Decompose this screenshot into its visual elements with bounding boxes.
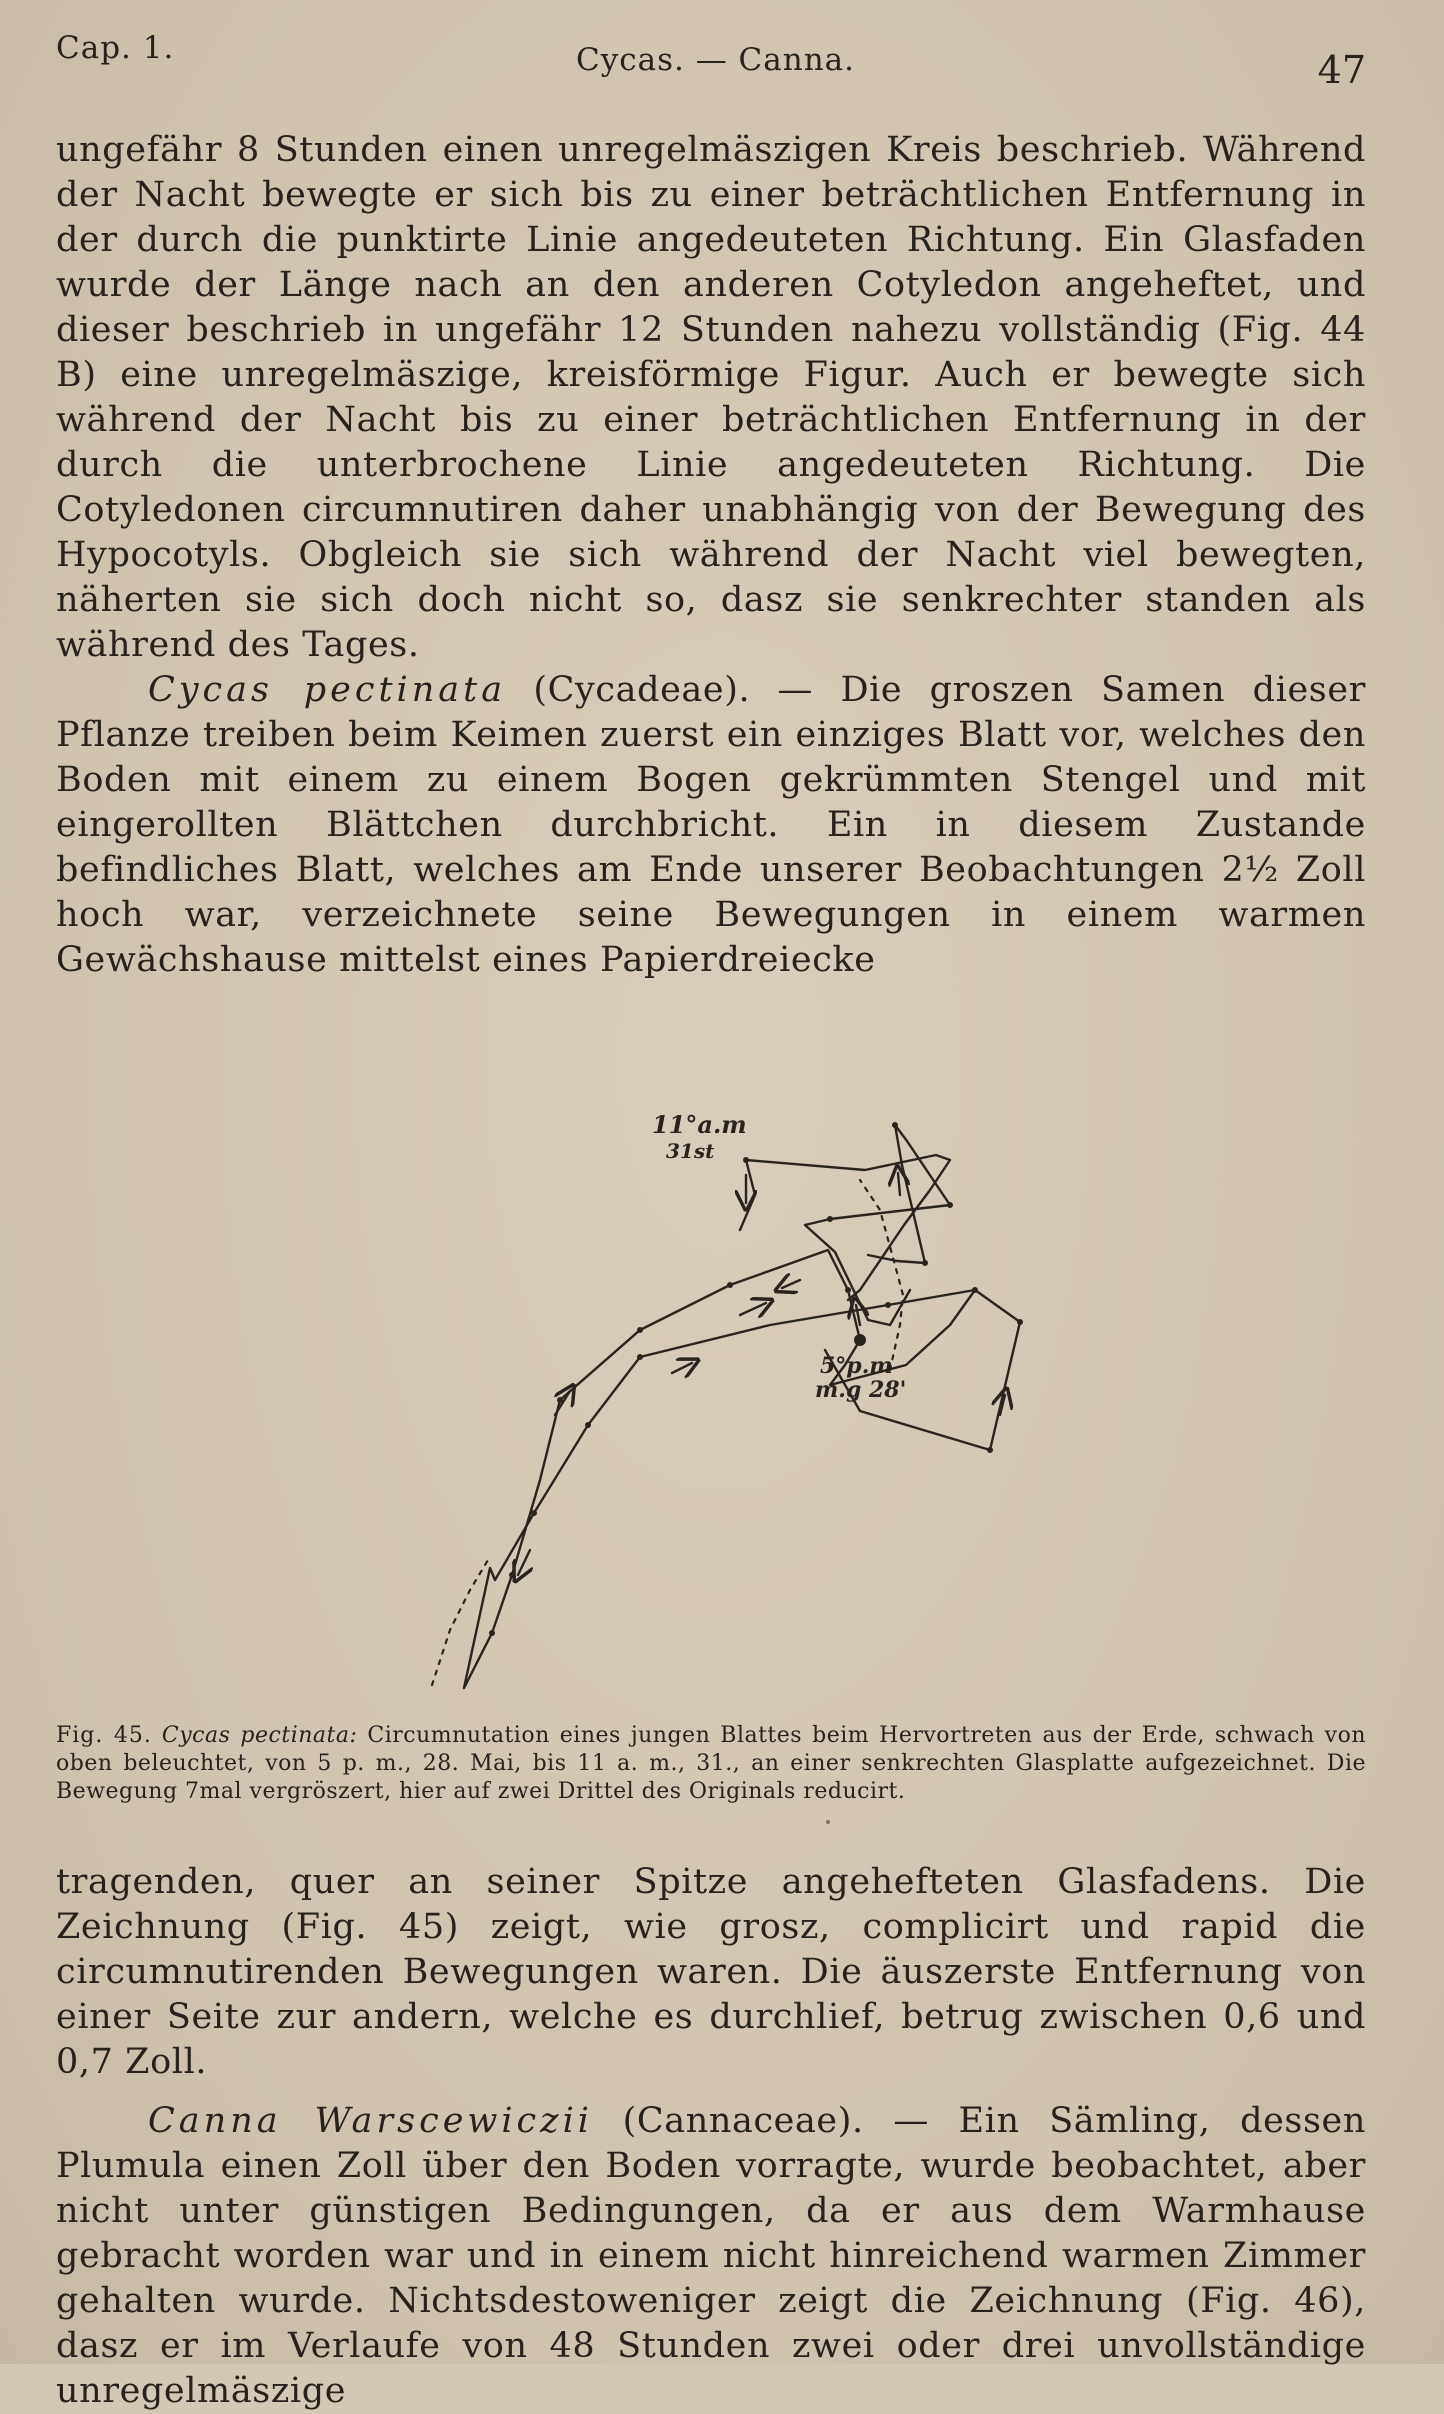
paragraph-cycas-text: (Cycadeae). — Die groszen Samen dieser Pflanze treiben beim Keimen zuerst ein einziges Blatt vor, welches den Boden mit einem zu einem Bogen gekrümmten Stengel und mit eingerollten Blättchen durchbricht. Ein in diesem Zustande befindliches Blatt, welches am Ende unserer Beobachtungen 2½ Zoll hoch war, verzeichnete seine Bewegungen in einem warmen Gewächshause mittelst eines Papierdreiecke [56, 670, 1366, 980]
paragraph-cycas [56, 668, 1366, 983]
dotted-night-path-2 [432, 1560, 488, 1685]
running-header [56, 30, 1366, 90]
page-number: 47 [1317, 48, 1366, 92]
species-name-canna: Canna Warscewiczii [148, 2101, 593, 2141]
species-name-cycas: Cycas pectinata [148, 670, 507, 710]
caption-species: Cycas pectinata: [161, 1723, 358, 1748]
dotted-night-path-1 [860, 1180, 903, 1370]
paragraph-continuation: ungefähr 8 Stunden einen unregelmäszigen Kreis beschrieb. Während der Nacht bewegte er sich bis zu einer beträchtlichen Entfernung in der durch die punktirte Linie angedeuteten Richtung. Ein Glasfaden wurde der Länge nach an den anderen Cotyledon angeheftet, und dieser beschrieb in ungefähr 12 Stunden nahezu vollständig (Fig. 44 B) eine unregelmäszige, kreisförmige Figur. Auch er bewegte sich während der Nacht bis zu einer beträchtlichen Entfernung in der durch die unterbrochene Linie angedeuteten Richtung. Die Cotyledonen circumnutiren daher unabhängig von der Bewegung des Hypocotyls. Obgleich sie sich während der Nacht viel bewegten, näherten sie sich doch nicht so, dasz sie senkrechter standen als während des Tages. [56, 130, 1366, 665]
paragraph-continuation-2: tragenden, quer an seiner Spitze angehefteten Glasfadens. Die Zeichnung (Fig. 45) zeigt, wie grosz, complicirt und rapid die circumnutirenden Bewegungen waren. Die äuszerste Entfernung von einer Seite zur andern, welche es durchlief, betrug zwischen 0,6 und 0,7 Zoll. [56, 1862, 1366, 2082]
figure-45-drawing [300, 965, 1120, 1705]
trace-segment-top [740, 1155, 950, 1300]
label-may-28: m.g 28' [815, 1377, 907, 1403]
circumnutation-trace [300, 965, 1120, 1705]
body-text-bottom [56, 1860, 1366, 2414]
caption-text: Circumnutation eines jungen Blattes beim Hervortreten aus der Erde, schwach von oben beleuchtet, von 5 p. m., 28. Mai, bis 11 a. m., 31., an einer senkrechten Glasplatte aufgezeichnet. Die Bewegung 7mal vergröszert, hier auf zwei Drittel des Originals reducirt. [56, 1723, 1366, 1804]
print-speck [826, 1820, 830, 1824]
running-title: Cycas. — Canna. [576, 42, 856, 78]
paragraph-canna [56, 2099, 1366, 2414]
label-5pm: 5°p.m [820, 1353, 893, 1379]
label-11am: 11°a.m [652, 1110, 747, 1139]
trace-segment-upper [805, 1125, 950, 1325]
figure-caption [56, 1722, 1366, 1806]
paragraph-canna-text: (Cannaceae). — Ein Sämling, dessen Plumula einen Zoll über den Boden vorragte, wurde beobachtet, aber nicht unter günstigen Bedingungen, da er aus dem Warmhause gebracht worden war und in einem nicht hinreichend warmen Zimmer gehalten wurde. Nichtsdestoweniger zeigt die Zeichnung (Fig. 46), dasz er im Verlaufe von 48 Stunden zwei oder drei unvollständige unregelmäszige [56, 2101, 1366, 2411]
caption-fig-label: Fig. 45. [56, 1723, 152, 1748]
trace-segment-mid [464, 1290, 1020, 1688]
label-31st: 31st [666, 1139, 715, 1163]
chapter-label: Cap. 1. [56, 30, 175, 66]
body-text-top [56, 128, 1366, 983]
trace-segment-start [492, 1250, 860, 1633]
start-point-marker [854, 1334, 866, 1346]
